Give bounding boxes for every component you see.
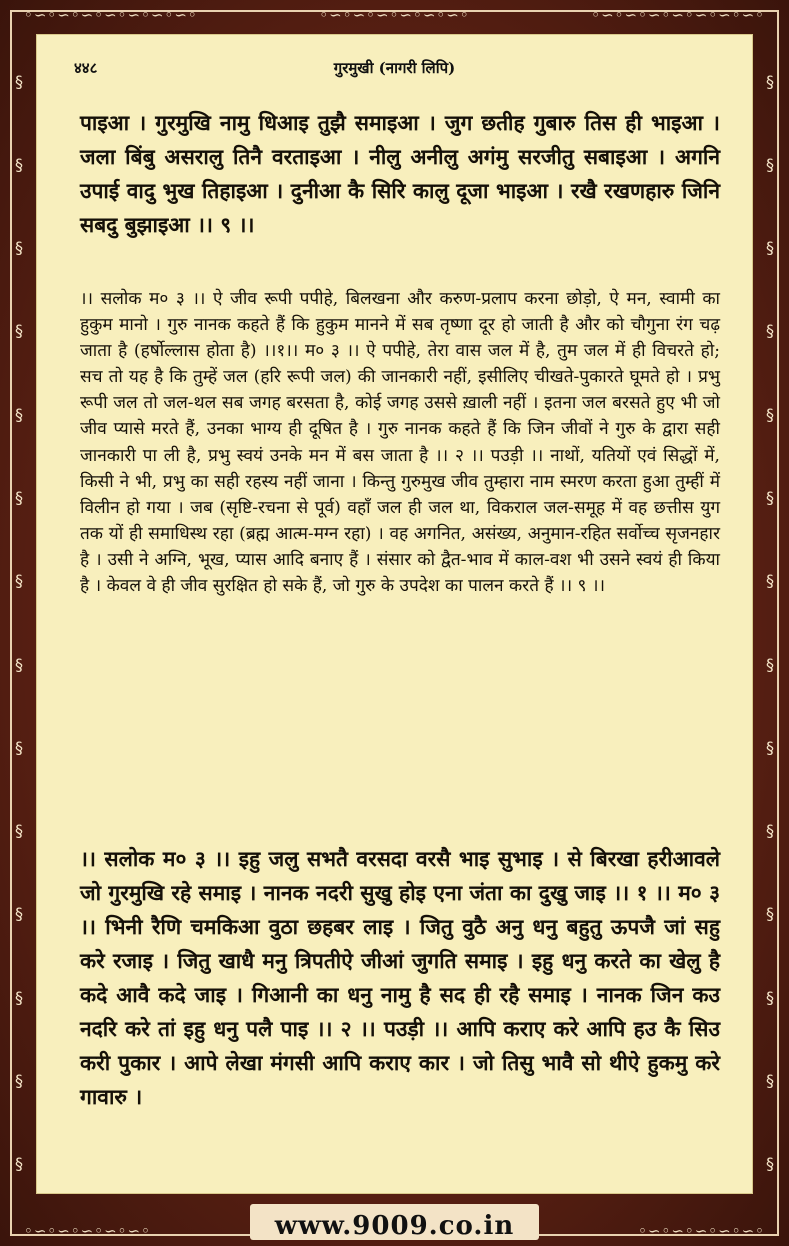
page-title: गुरमुखी (नागरी लिपि) [333,59,456,77]
gurmukhi-passage-2: ।। सलोक म० ३ ।। इहु जलु सभतै वरसदा वरसै भाइ सुभाइ । से बिरखा हरीआवले जो गुरमुखि रहे समाइ । नानक नदरी सुखु होइ एना जंता का दुखु जाइ ।। १ ।। म० ३ ।। भिनी रैणि चमकिआ वुठा छहबर लाइ । जितु वुठै अनु धनु बहुतु ऊपजै जां सहु करे रजाइ । जितु खाधै मनु त्रिपतीऐ जीआं जुगति समाइ । इहु धनु करते का खेलु है कदे आवै कदे जाइ । गिआनी का धनु नामु है सद ही रहै समाइ । नानक जिन कउ नदरि करे तां इहु धनु पलै पाइ ।। २ ।। पउड़ी ।। आपि कराए करे आपि हउ कै सिउ करी पुकार । आपे लेखा मंगसी आपि कराए कार । जो तिसु भावै सो थीऐ हुकमु करे गावारु । [80,846,720,1109]
ornament-right: § § § § § § § § § § § § § § [766,71,774,1174]
page-number: ४४८ [74,59,98,77]
scripture-page [36,34,753,1194]
website-url[interactable]: www.9009.co.in [274,1211,515,1241]
hindi-translation: ।। सलोक म० ३ ।। ऐ जीव रूपी पपीहे, बिलखना और करुण-प्रलाप करना छोड़ो, ऐ मन, स्वामी का हुकुम मानो । गुरु नानक कहते हैं कि हुकुम मानने में सब तृष्णा दूर हो जाती है और को चौगुना रंग चढ़ जाता है (हर्षोल्लास होता है) ।।१।। म० ३ ।। ऐ पपीहे, तेरा वास जल में है, तुम जल में ही विचरते हो; सच तो यह है कि तुम्हें जल (हरि रूपी जल) की जानकारी नहीं, इसीलिए चीखते-पुकारते घूमते हो । प्रभु रूपी जल तो जल-थल सब जगह बरसता है, कोई जगह उससे ख़ाली नहीं । इतना जल बरसते हुए भी जो जीव प्यासे मरते हैं, उनका भाग्य ही दूषित है । गुरु नानक कहते हैं कि जिन जीवों ने गुरु के द्वारा सही जानकारी पा ली है, प्रभु स्वयं उनके मन में बस जाता है ।। २ ।। पउड़ी ।। नाथों, यतियों एवं सिद्धों में, किसी ने भी, प्रभु का सही रहस्य नहीं जाना । किन्तु गुरुमुख जीव तुम्हारा नाम स्मरण करता हुआ तुम्हीं में विलीन हो गया । जब (सृष्टि-रचना से पूर्व) वहाँ जल ही जल था, विकराल जल-समूह में वह छत्तीस युग तक यों ही समाधिस्थ रहा (ब्रह्म आत्म-मग्न रहा) । वह अगनित, असंख्य, अनुमान-रहित सर्वोच्च सृजनहार है । उसी ने अग्नि, भूख, प्यास आदि बनाए हैं । संसार को द्वैत-भाव में काल-वश भी उसने स्वयं ही किया है । केवल वे ही जीव सुरक्षित हो सके हैं, जो गुरु के उपदेश का पालन करते हैं ।। ९ ।। [80,289,720,597]
gurmukhi-passage-1: पाइआ । गुरमुखि नामु धिआइ तुझै समाइआ । जुग छतीह गुबारु तिस ही भाइआ । जला बिंबु असरालु तिनै वरताइआ । नीलु अनीलु अगंमु सरजीतु सबाइआ । अगनि उपाई वादु भुख तिहाइआ । दुनीआ कै सिरि कालु दूजा भाइआ । रखै रखणहारु जिनि सबदु बुझाइआ ।। ९ ।। [80,110,720,237]
ornament-left: § § § § § § § § § § § § § § [15,71,23,1174]
ornament-top: ◦∽◦∽◦∽◦∽◦∽◦∽◦∽◦ ◦∽◦∽◦∽◦∽◦∽◦∽◦ ◦∽◦∽◦∽◦∽◦∽◦∽◦∽◦ [24,6,765,24]
ornament-bottom: ◦∽◦∽◦∽◦∽◦∽◦ ◦∽◦∽◦∽◦∽◦∽◦ [24,1222,765,1240]
page-header [36,58,753,82]
